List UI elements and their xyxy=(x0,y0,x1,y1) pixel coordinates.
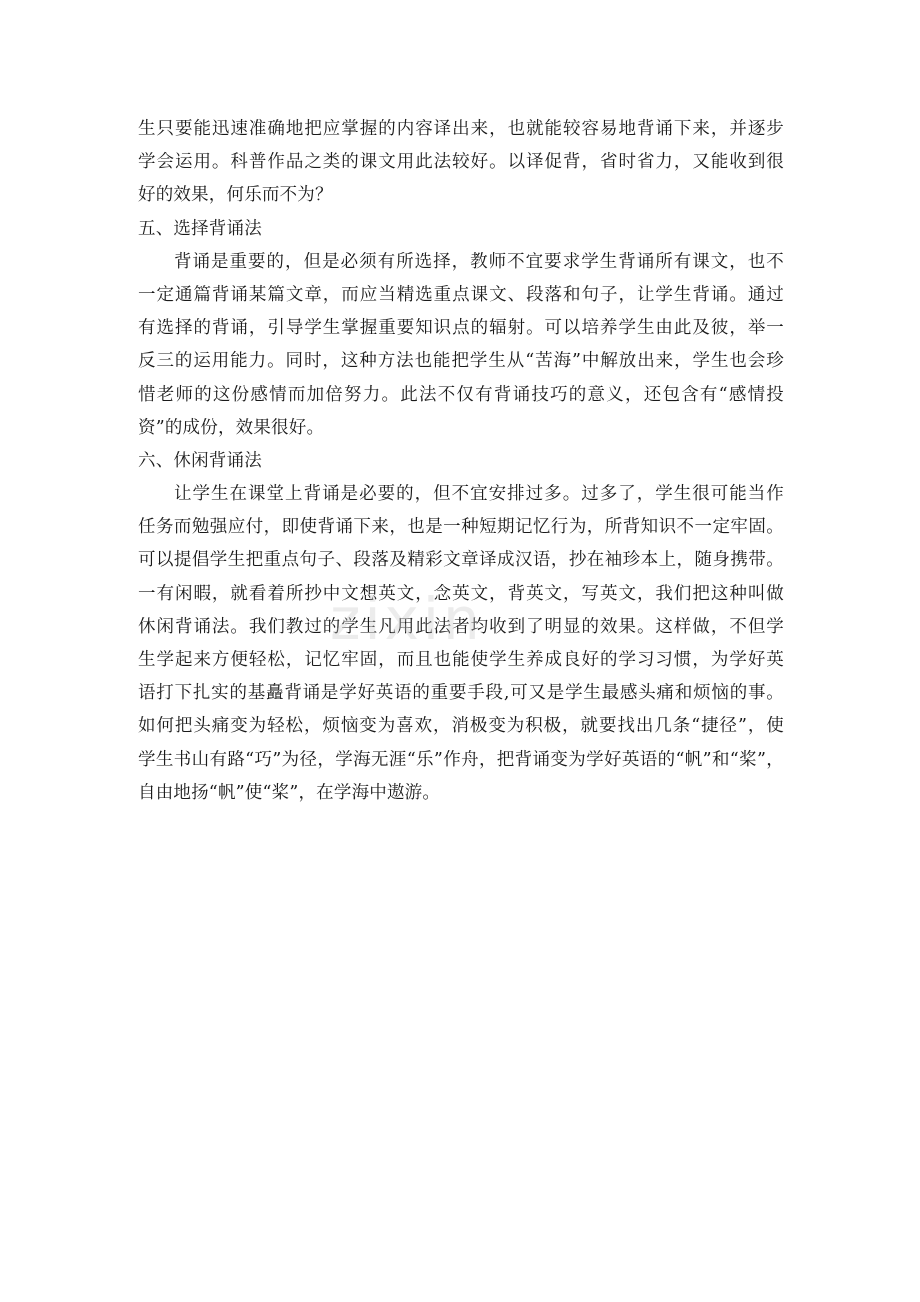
text-line: 自由地扬“帆”使“桨”，在学海中遨游。 xyxy=(138,782,441,803)
section-heading-6: 六、休闲背诵法 xyxy=(138,450,262,471)
paragraph-continued xyxy=(138,113,784,213)
text-line: 惜老师的这份感情而加倍努力。此法不仅有背诵技巧的意义，还包含有“感情投 xyxy=(138,384,784,405)
text-line: 语打下扎实的基矗背诵是学好英语的重要手段,可又是学生最感头痛和烦恼的事。 xyxy=(138,683,784,704)
section-6-paragraph xyxy=(138,478,784,810)
text-line: 学生书山有路“巧”为径，学海无涯“乐”作舟，把背诵变为学好英语的“帆”和“桨”， xyxy=(138,749,784,770)
document-page xyxy=(138,113,784,810)
section-heading-5: 五、选择背诵法 xyxy=(138,218,262,239)
text-line: 一定通篇背诵某篇文章，而应当精选重点课文、段落和句子，让学生背诵。通过 xyxy=(138,284,784,305)
text-line: 背诵是重要的，但是必须有所选择，教师不宜要求学生背诵所有课文，也不 xyxy=(174,251,784,272)
text-line: 可以提倡学生把重点句子、段落及精彩文章译成汉语，抄在袖珍本上，随身携带。 xyxy=(138,550,784,571)
text-line: 任务而勉强应付，即使背诵下来，也是一种短期记忆行为，所背知识不一定牢固。 xyxy=(138,517,784,538)
text-line: 有选择的背诵，引导学生掌握重要知识点的辐射。可以培养学生由此及彼，举一 xyxy=(138,318,784,339)
watermark: zixin xyxy=(330,585,484,653)
text-line: 学会运用。科普作品之类的课文用此法较好。以译促背，省时省力，又能收到很 xyxy=(138,152,784,173)
text-line: 生学起来方便轻松，记忆牢固，而且也能使学生养成良好的学习习惯，为学好英 xyxy=(138,650,784,670)
text-line: 如何把头痛变为轻松，烦恼变为喜欢，消极变为积极，就要找出几条“捷径”，使 xyxy=(138,716,784,737)
section-5-paragraph xyxy=(138,246,784,445)
text-line: 资”的成份，效果很好。 xyxy=(138,417,325,438)
text-line: 让学生在课堂上背诵是必要的，但不宜安排过多。过多了，学生很可能当作 xyxy=(174,484,784,505)
text-line: 好的效果，何乐而不为？ xyxy=(138,185,333,206)
text-line: 生只要能迅速准确地把应掌握的内容译出来，也就能较容易地背诵下来，并逐步 xyxy=(138,119,784,139)
text-line: 一有闲暇，就看着所抄中文想英文，念英文，背英文，写英文，我们把这种叫做 xyxy=(138,583,784,604)
text-line: 反三的运用能力。同时，这种方法也能把学生从“苦海”中解放出来，学生也会珍 xyxy=(138,351,784,372)
text-line: 休闲背诵法。我们教过的学生凡用此法者均收到了明显的效果。这样做，不但学 xyxy=(138,616,784,637)
